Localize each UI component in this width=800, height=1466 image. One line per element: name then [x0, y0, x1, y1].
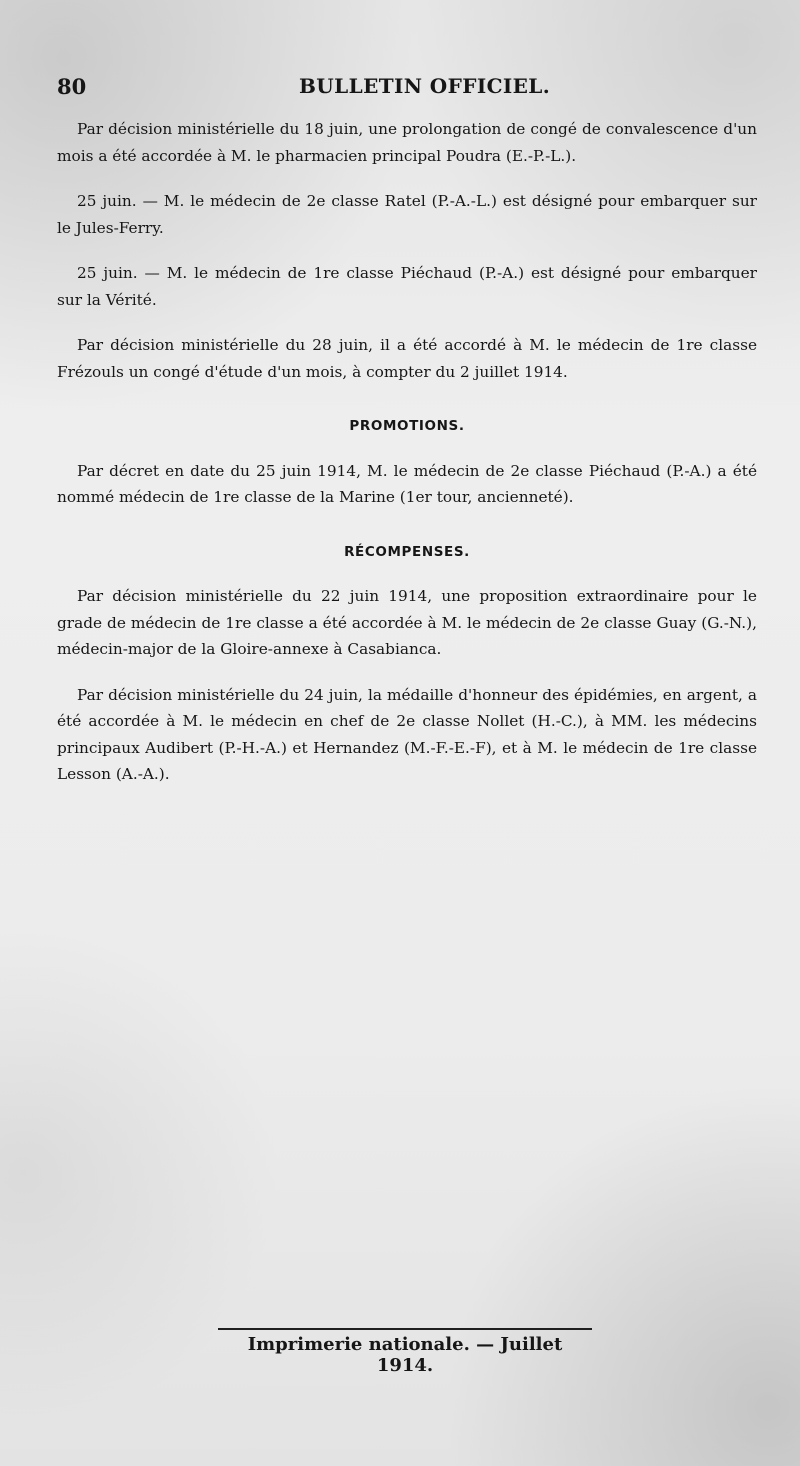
page-number: 80	[57, 74, 87, 99]
footer-rule	[218, 1328, 592, 1330]
section-title-promotions: PROMOTIONS.	[349, 418, 465, 434]
paragraph-piechaud-embark: 25 juin. — M. le médecin de 1re classe Piéchaud (P.-A.) est désigné pour embarquer sur la Vérité.	[57, 264, 757, 309]
running-title: BULLETIN OFFICIEL.	[299, 74, 551, 98]
paragraph-promotion-piechaud: Par décret en date du 25 juin 1914, M. le médecin de 2e classe Piéchaud (P.-A.) a été nommé médecin de 1re classe de la Marine (1er tour, ancienneté).	[57, 461, 757, 506]
paragraph-ratel-embark: 25 juin. — M. le médecin de 2e classe Ratel (P.-A.-L.) est désigné pour embarquer sur le Jules-Ferry.	[57, 192, 757, 237]
paragraph-pharmacien-leave: Par décision ministérielle du 18 juin, une prolongation de congé de convalescence d'un mois a été accordée à M. le pharmacien principal Poudra (E.-P.-L.).	[57, 120, 757, 165]
page-header	[57, 74, 757, 106]
footer-imprint: Imprimerie nationale. — Juillet 1914.	[247, 1334, 563, 1376]
paragraph-recompense-guay: Par décision ministérielle du 22 juin 1914, une proposition extraordinaire pour le grade de médecin de 1re classe a été accordée à M. le médecin de 2e classe Guay (G.-N.), médecin-major de la Gloire-annexe à Casabianca.	[57, 587, 757, 658]
body-text	[57, 116, 757, 807]
paragraph-frezouls-leave: Par décision ministérielle du 28 juin, il a été accordé à M. le médecin de 1re classe Frézouls un congé d'étude d'un mois, à compter du 2 juillet 1914.	[57, 336, 757, 381]
paragraph-recompense-epidemies: Par décision ministérielle du 24 juin, la médaille d'honneur des épidémies, en argent, a été accordée à M. le médecin en chef de 2e classe Nollet (H.-C.), à MM. les médecins principaux Audibert (P.-H.-A.) et Hernandez (M.-F.-E.-F), et à M. le médecin de 1re classe Lesson (A.-A.).	[57, 685, 757, 783]
section-title-recompenses: RÉCOMPENSES.	[344, 543, 470, 560]
